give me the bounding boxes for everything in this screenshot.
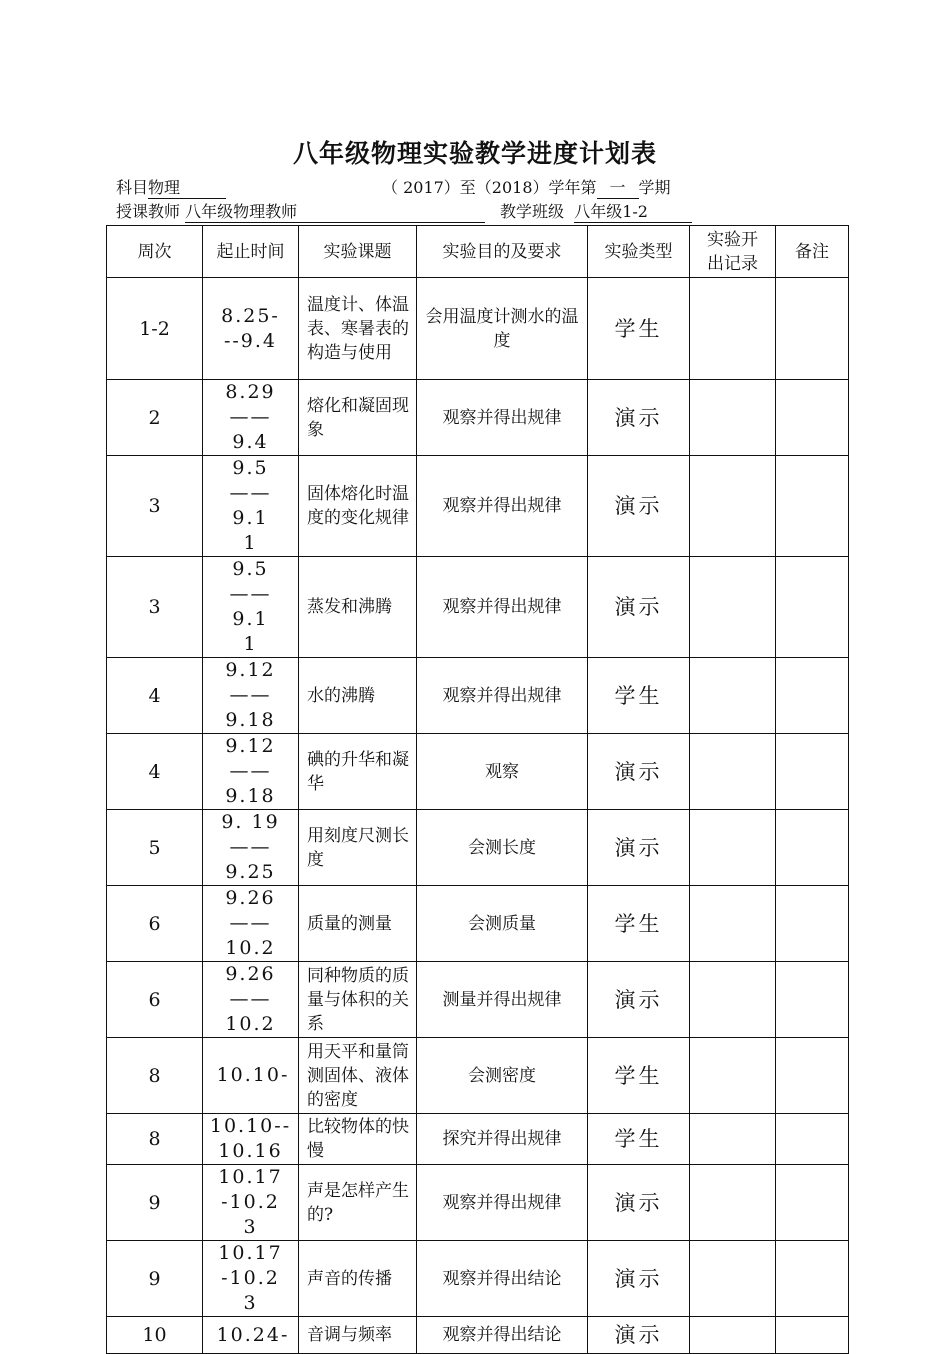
cell-purpose: 观察并得出规律	[417, 456, 588, 557]
cell-week: 9	[107, 1241, 203, 1317]
cell-week: 2	[107, 380, 203, 456]
cell-type: 学生	[588, 886, 690, 962]
cell-type: 演示	[588, 1165, 690, 1241]
cell-type: 演示	[588, 456, 690, 557]
table-row	[107, 456, 849, 557]
cell-note	[776, 658, 849, 734]
table-row	[107, 557, 849, 658]
table-header-row	[107, 226, 849, 278]
table-row	[107, 734, 849, 810]
cell-topic: 声是怎样产生的?	[299, 1165, 417, 1241]
cell-purpose: 测量并得出规律	[417, 962, 588, 1038]
cell-topic: 声音的传播	[299, 1241, 417, 1317]
cell-record	[690, 456, 776, 557]
cell-note	[776, 962, 849, 1038]
teacher-value: 八年级物理教师	[185, 202, 485, 223]
cell-week: 3	[107, 557, 203, 658]
cell-purpose: 观察并得出规律	[417, 658, 588, 734]
cell-record	[690, 380, 776, 456]
cell-purpose: 观察并得出结论	[417, 1317, 588, 1354]
cell-topic: 熔化和凝固现象	[299, 380, 417, 456]
table-row	[107, 1317, 849, 1354]
cell-week: 5	[107, 810, 203, 886]
cell-record	[690, 1317, 776, 1354]
class-value: 八年级1-2	[574, 202, 692, 223]
cell-week: 6	[107, 886, 203, 962]
teacher-label: 授课教师	[116, 202, 181, 221]
cell-record	[690, 962, 776, 1038]
cell-week: 8	[107, 1114, 203, 1165]
cell-week: 8	[107, 1038, 203, 1114]
cell-record	[690, 810, 776, 886]
cell-record	[690, 658, 776, 734]
cell-purpose: 会测密度	[417, 1038, 588, 1114]
cell-type: 演示	[588, 380, 690, 456]
cell-type: 学生	[588, 1038, 690, 1114]
cell-week: 10	[107, 1317, 203, 1354]
cell-date: 9.26——10.2	[203, 962, 299, 1038]
cell-type: 演示	[588, 1241, 690, 1317]
term-value: 一	[597, 178, 639, 199]
header-week: 周次	[107, 226, 203, 278]
subject-line	[116, 178, 226, 199]
cell-date: 10.17-10.23	[203, 1165, 299, 1241]
cell-note	[776, 557, 849, 658]
cell-purpose: 会测长度	[417, 810, 588, 886]
cell-week: 6	[107, 962, 203, 1038]
table-row	[107, 886, 849, 962]
cell-record	[690, 1241, 776, 1317]
cell-type: 演示	[588, 557, 690, 658]
year-text: （ 2017）至（2018）学年第	[382, 178, 597, 197]
header-type: 实验类型	[588, 226, 690, 278]
subject-label: 科目	[116, 178, 149, 197]
cell-week: 4	[107, 734, 203, 810]
table-row	[107, 380, 849, 456]
cell-note	[776, 1165, 849, 1241]
cell-topic: 音调与频率	[299, 1317, 417, 1354]
cell-date: 10.24-	[203, 1317, 299, 1354]
cell-note	[776, 278, 849, 380]
cell-week: 9	[107, 1165, 203, 1241]
cell-date: 8.29——9.4	[203, 380, 299, 456]
table-row	[107, 1114, 849, 1165]
cell-date: 9.12——9.18	[203, 658, 299, 734]
header-note: 备注	[776, 226, 849, 278]
cell-note	[776, 734, 849, 810]
cell-type: 学生	[588, 278, 690, 380]
term-label: 学期	[638, 178, 671, 197]
cell-record	[690, 1114, 776, 1165]
cell-purpose: 观察并得出规律	[417, 557, 588, 658]
cell-note	[776, 886, 849, 962]
cell-date: 10.10--10.16	[203, 1114, 299, 1165]
cell-date: 9. 19——9.25	[203, 810, 299, 886]
cell-topic: 同种物质的质量与体积的关系	[299, 962, 417, 1038]
cell-purpose: 观察并得出规律	[417, 1165, 588, 1241]
header-purpose: 实验目的及要求	[417, 226, 588, 278]
cell-topic: 温度计、体温表、寒暑表的构造与使用	[299, 278, 417, 380]
cell-type: 学生	[588, 1114, 690, 1165]
cell-note	[776, 1114, 849, 1165]
cell-note	[776, 456, 849, 557]
cell-type: 演示	[588, 1317, 690, 1354]
year-line	[382, 178, 671, 199]
cell-topic: 质量的测量	[299, 886, 417, 962]
class-line	[500, 202, 692, 223]
cell-type: 演示	[588, 962, 690, 1038]
cell-date: 9.12——9.18	[203, 734, 299, 810]
cell-topic: 水的沸腾	[299, 658, 417, 734]
cell-week: 3	[107, 456, 203, 557]
cell-topic: 固体熔化时温度的变化规律	[299, 456, 417, 557]
header-topic: 实验课题	[299, 226, 417, 278]
cell-topic: 蒸发和沸腾	[299, 557, 417, 658]
teacher-line	[116, 202, 485, 223]
cell-type: 演示	[588, 810, 690, 886]
header-date: 起止时间	[203, 226, 299, 278]
cell-note	[776, 1038, 849, 1114]
cell-type: 学生	[588, 658, 690, 734]
cell-record	[690, 886, 776, 962]
cell-purpose: 会用温度计测水的温度	[417, 278, 588, 380]
table-row	[107, 278, 849, 380]
table-row	[107, 962, 849, 1038]
cell-date: 9.5——9.11	[203, 557, 299, 658]
cell-week: 4	[107, 658, 203, 734]
table-row	[107, 810, 849, 886]
table-row	[107, 1241, 849, 1317]
schedule-table	[106, 225, 849, 1354]
cell-topic: 比较物体的快慢	[299, 1114, 417, 1165]
cell-record	[690, 734, 776, 810]
cell-date: 9.26——10.2	[203, 886, 299, 962]
table-row	[107, 1038, 849, 1114]
cell-purpose: 会测质量	[417, 886, 588, 962]
subject-value: 物理	[148, 178, 226, 199]
cell-topic: 用刻度尺测长度	[299, 810, 417, 886]
cell-note	[776, 810, 849, 886]
table-row	[107, 658, 849, 734]
cell-week: 1-2	[107, 278, 203, 380]
cell-topic: 碘的升华和凝华	[299, 734, 417, 810]
cell-date: 10.10-	[203, 1038, 299, 1114]
cell-purpose: 观察	[417, 734, 588, 810]
cell-note	[776, 380, 849, 456]
cell-purpose: 观察并得出结论	[417, 1241, 588, 1317]
page-title: 八年级物理实验教学进度计划表	[292, 139, 657, 168]
cell-record	[690, 1165, 776, 1241]
table-row	[107, 1165, 849, 1241]
cell-purpose: 观察并得出规律	[417, 380, 588, 456]
cell-date: 9.5——9.11	[203, 456, 299, 557]
class-label: 教学班级	[500, 202, 565, 221]
cell-record	[690, 557, 776, 658]
cell-record	[690, 1038, 776, 1114]
cell-note	[776, 1317, 849, 1354]
cell-note	[776, 1241, 849, 1317]
cell-date: 10.17-10.23	[203, 1241, 299, 1317]
cell-record	[690, 278, 776, 380]
header-record: 实验开出记录	[690, 226, 776, 278]
cell-type: 演示	[588, 734, 690, 810]
cell-date: 8.25---9.4	[203, 278, 299, 380]
cell-purpose: 探究并得出规律	[417, 1114, 588, 1165]
cell-topic: 用天平和量筒测固体、液体的密度	[299, 1038, 417, 1114]
